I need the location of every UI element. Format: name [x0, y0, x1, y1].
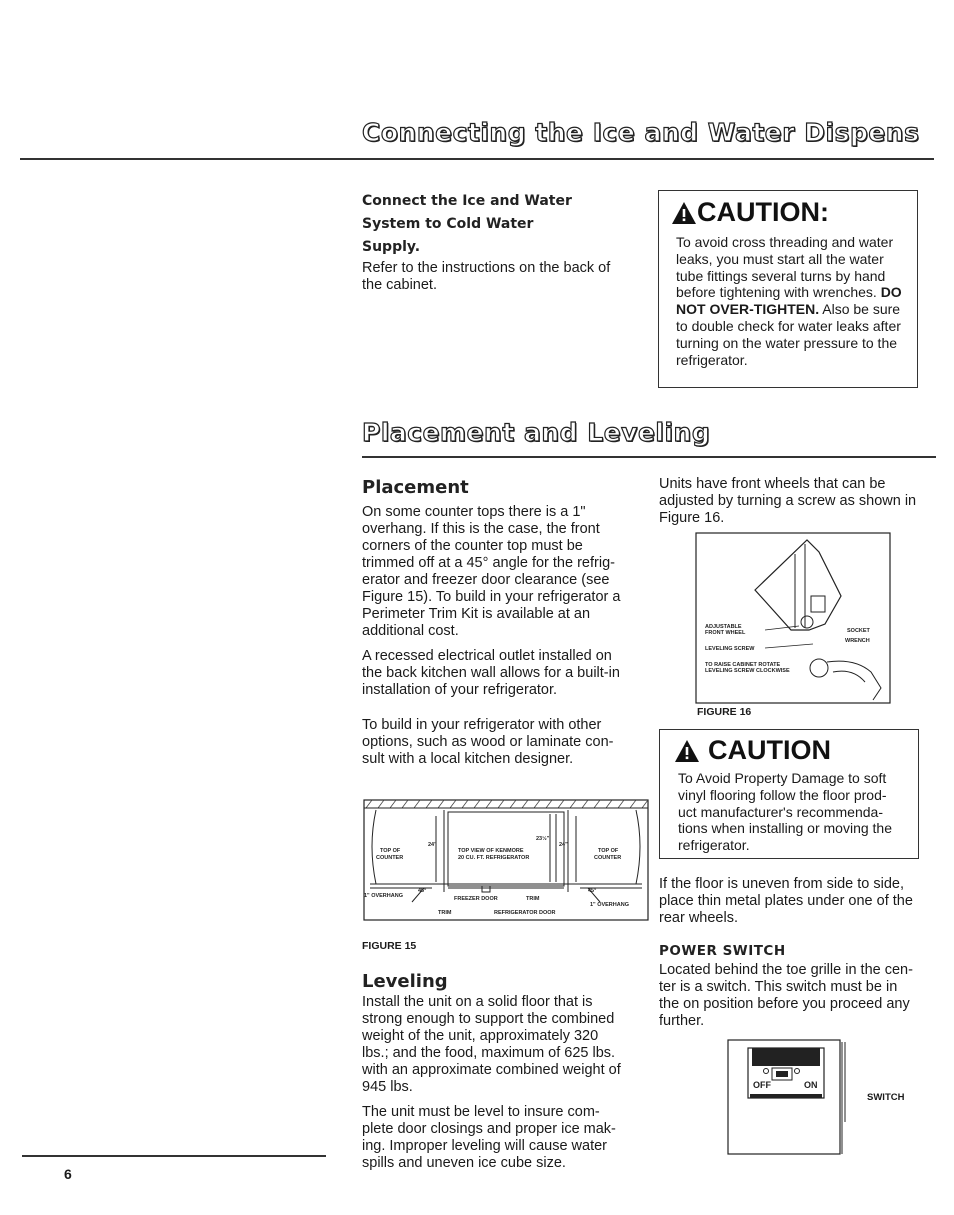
fig16-raise-1: TO RAISE CABINET ROTATE	[705, 662, 781, 668]
fig15-freezer-door: FREEZER DOOR	[454, 896, 498, 902]
fig16-leveling-screw: LEVELING SCREW	[705, 646, 755, 652]
connect-heading	[362, 190, 632, 259]
caution-2-text: To Avoid Property Damage to soft vinyl flooring follow the floor prod-uct manufacturer's recommenda-tions when installing or moving the refrigerator.	[678, 770, 893, 854]
fig15-top-view-1: TOP VIEW OF KENMORE	[458, 848, 524, 854]
fig16-socket: SOCKET	[847, 628, 870, 634]
fig15-top-of-counter-left-1: TOP OF	[380, 848, 401, 854]
fig15-dim-24-left: 24"	[428, 842, 437, 848]
placement-paragraph-2: A recessed electrical outlet installed on the back kitchen wall allows for a built-in installation of your refrigerator.	[362, 648, 620, 698]
fig15-dim-24-right: 24"	[559, 842, 568, 848]
page-number: 6	[64, 1166, 72, 1182]
leveling-paragraph-2: The unit must be level to insure com-plete door closings and proper ice mak-ing. Improper leveling will cause water spills and uneven ice cube size.	[362, 1104, 616, 1171]
fig15-trim-right: TRIM	[438, 910, 452, 916]
fig15-top-of-counter-left-2: COUNTER	[376, 855, 404, 861]
fig15-angle-left: 45°	[418, 888, 427, 894]
header-rule	[20, 158, 934, 160]
fig15-angle-right: 45°	[588, 888, 597, 894]
caution-2-heading	[674, 735, 918, 766]
warning-triangle-icon	[671, 201, 697, 225]
placement-paragraph-1: On some counter tops there is a 1" overhang. If this is the case, the front corners of the counter top must be trimmed off at a 45° angle for the refrig-erator and freezer door clearance (see Figure 15). To build in your refrigerator a Perimeter Trim Kit is available at an additional cost.	[362, 504, 621, 639]
fig15-top-view-2: 20 CU. FT. REFRIGERATOR	[458, 855, 530, 861]
leveling-heading: Leveling	[362, 971, 448, 992]
fig16-adjustable-1: ADJUSTABLE	[705, 624, 742, 630]
caution-text	[676, 234, 908, 368]
page-section-title: Connecting the Ice and Water Dispens	[362, 118, 920, 147]
placement-paragraph-3: To build in your refrigerator with other options, such as wood or laminate con-sult with a local kitchen designer.	[362, 717, 614, 767]
switch-off-label: OFF	[753, 1080, 771, 1090]
power-switch-heading: POWER SWITCH	[659, 943, 786, 959]
figure-15-label: FIGURE 15	[362, 940, 417, 952]
fig15-overhang-left: 1" OVERHANG	[364, 893, 403, 899]
connect-heading-line-2: System to Cold Water	[362, 216, 534, 232]
placement-rule	[362, 456, 936, 458]
leveling-paragraph-1: Install the unit on a solid floor that is strong enough to support the combined weight of the unit, approximately 320 lbs.; and the food, maximum of 625 lbs. with an approximate combined weight of 945 lbs.	[362, 994, 621, 1095]
wheels-text: Units have front wheels that can be adjusted by turning a screw as shown in Figure 16.	[659, 476, 917, 526]
fig15-top-of-counter-right-2: COUNTER	[594, 855, 622, 861]
footer-rule	[22, 1155, 326, 1157]
figure-15-diagram	[362, 796, 652, 928]
figure-16-label: FIGURE 16	[697, 706, 752, 718]
switch-diagram	[726, 1038, 850, 1158]
switch-on-label: ON	[804, 1080, 818, 1090]
caution-text-b: Also be sure to double check for water leaks after turning on the water pressure to the refrigerator.	[676, 301, 901, 368]
switch-label: SWITCH	[867, 1092, 905, 1103]
fig16-adjustable-2: FRONT WHEEL	[705, 630, 746, 636]
fig15-refrigerator-door: REFRIGERATOR DOOR	[494, 910, 556, 916]
connect-heading-line-1: Connect the Ice and Water	[362, 193, 572, 209]
placement-heading: Placement	[362, 477, 469, 498]
fig15-trim-left: TRIM	[526, 896, 540, 902]
fig16-raise-2: LEVELING SCREW CLOCKWISE	[705, 668, 790, 674]
power-switch-text: Located behind the toe grille in the cen-ter is a switch. This switch must be in the on position before you proceed any further.	[659, 962, 913, 1029]
floor-text: If the floor is uneven from side to side, place thin metal plates under one of the rear wheels.	[659, 876, 913, 926]
caution-2-title: CAUTION	[708, 735, 831, 765]
connect-text: Refer to the instructions on the back of the cabinet.	[362, 260, 611, 293]
connect-heading-line-3: Supply.	[362, 239, 421, 255]
caution-title: CAUTION:	[697, 197, 829, 227]
placement-section-title: Placement and Leveling	[362, 418, 711, 447]
caution-text-a: To avoid cross threading and water leaks, you must start all the water tube fittings several turns by hand before tightening with wrenches.	[676, 234, 894, 301]
caution-box-water	[658, 190, 918, 388]
fig15-overhang-right: 1" OVERHANG	[590, 902, 629, 908]
fig15-dim-23: 23½"	[536, 836, 550, 842]
fig16-wrench: WRENCH	[845, 638, 870, 644]
caution-box-flooring	[659, 729, 919, 859]
caution-text-bold: DO NOT OVER-TIGHTEN.	[676, 284, 902, 318]
figure-16-diagram	[695, 532, 891, 704]
caution-heading	[671, 197, 917, 228]
fig15-top-of-counter-right-1: TOP OF	[598, 848, 619, 854]
warning-triangle-icon	[674, 739, 700, 763]
